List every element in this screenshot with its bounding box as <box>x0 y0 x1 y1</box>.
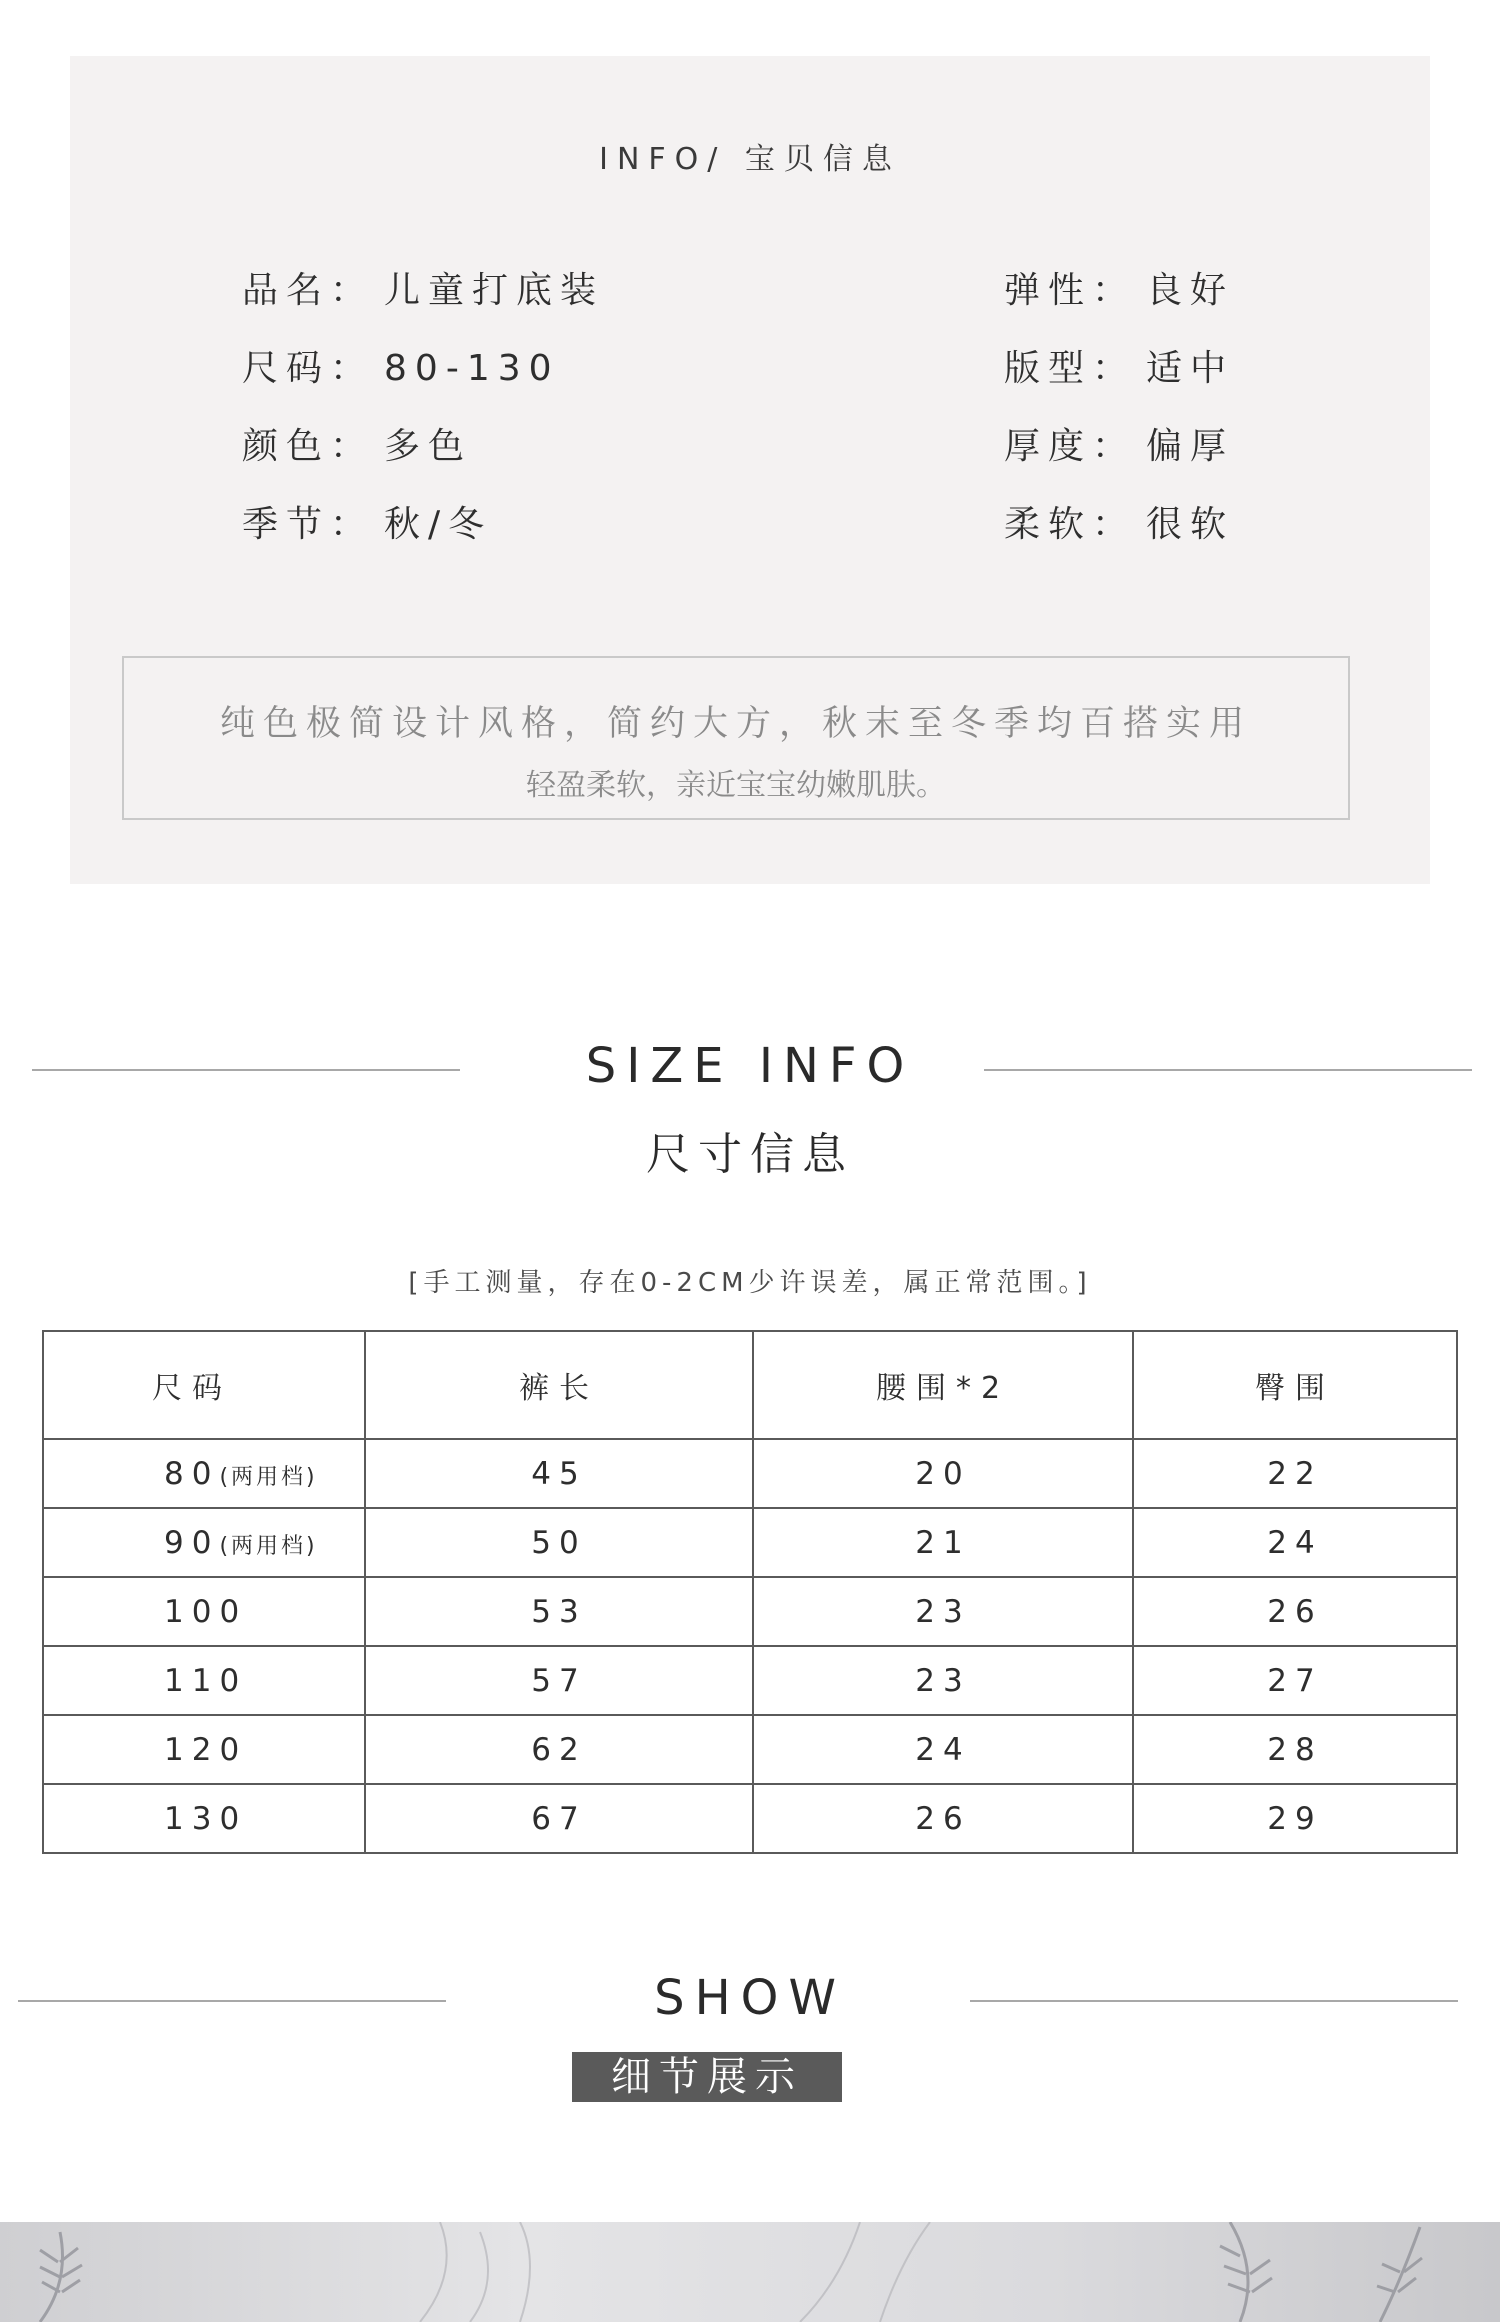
attr-row-softness <box>1004 496 1234 574</box>
description-line-2: 轻盈柔软，亲近宝宝幼嫩肌肤。 <box>526 768 946 803</box>
attr-row-fit <box>1004 340 1234 418</box>
measurement-note: [手工测量，存在0-2CM少许误差，属正常范围。] <box>408 1268 1092 1298</box>
attribute-column-right <box>1004 262 1234 574</box>
attr-value: 秋/冬 <box>384 504 493 545</box>
description-box <box>122 656 1350 820</box>
attr-value: 多色 <box>384 426 473 467</box>
header-hip: 臀围 <box>1133 1331 1457 1439</box>
attr-label: 尺码： <box>242 348 375 389</box>
cell-length: 57 <box>365 1646 753 1715</box>
cell-waist: 21 <box>753 1508 1133 1577</box>
table-row <box>43 1439 1457 1508</box>
attr-value: 良好 <box>1146 270 1235 311</box>
attr-label: 厚度： <box>1004 426 1137 467</box>
attr-label: 柔软： <box>1004 504 1137 545</box>
cell-length: 50 <box>365 1508 753 1577</box>
attr-value: 很软 <box>1146 504 1235 545</box>
size-info-title-cn: 尺寸信息 <box>646 1129 854 1180</box>
fabric-detail-image <box>0 2222 1500 2322</box>
attr-row-product-name <box>242 262 604 340</box>
cell-length: 62 <box>365 1715 753 1784</box>
cell-hip: 24 <box>1133 1508 1457 1577</box>
attr-label: 季节： <box>242 504 375 545</box>
size-info-title-en: SIZE INFO <box>585 1038 915 1094</box>
header-size: 尺码 <box>43 1331 365 1439</box>
cell-length: 67 <box>365 1784 753 1853</box>
table-row <box>43 1646 1457 1715</box>
attr-value: 适中 <box>1146 348 1235 389</box>
cell-waist: 24 <box>753 1715 1133 1784</box>
size-table <box>42 1330 1458 1854</box>
cell-waist: 23 <box>753 1577 1133 1646</box>
header-waist: 腰围*2 <box>753 1331 1133 1439</box>
cell-size <box>43 1784 365 1853</box>
attr-row-thickness <box>1004 418 1234 496</box>
attr-label: 弹性： <box>1004 270 1137 311</box>
cell-hip: 26 <box>1133 1577 1457 1646</box>
size-table-header-row <box>43 1331 1457 1439</box>
size-value: 130 <box>164 1800 248 1837</box>
cell-size <box>43 1508 365 1577</box>
attr-row-elasticity <box>1004 262 1234 340</box>
cell-waist: 26 <box>753 1784 1133 1853</box>
cell-size <box>43 1439 365 1508</box>
attr-label: 品名： <box>242 270 375 311</box>
show-title-en: SHOW <box>654 1970 846 2026</box>
detail-display-badge: 细节展示 <box>572 2052 842 2102</box>
cell-size <box>43 1646 365 1715</box>
header-length: 裤长 <box>365 1331 753 1439</box>
attr-row-color <box>242 418 604 496</box>
product-info-panel <box>70 56 1430 884</box>
size-suffix: (两用档) <box>219 1464 318 1490</box>
cell-length: 53 <box>365 1577 753 1646</box>
attr-row-size <box>242 340 604 418</box>
cell-hip: 22 <box>1133 1439 1457 1508</box>
size-value: 120 <box>164 1731 248 1768</box>
table-row <box>43 1508 1457 1577</box>
attr-label: 颜色： <box>242 426 375 467</box>
attribute-column-left <box>242 262 604 574</box>
attr-value: 80-130 <box>384 348 560 389</box>
cell-length: 45 <box>365 1439 753 1508</box>
table-row <box>43 1715 1457 1784</box>
size-value: 90 <box>164 1524 220 1561</box>
cell-hip: 28 <box>1133 1715 1457 1784</box>
attr-label: 版型： <box>1004 348 1137 389</box>
cell-size <box>43 1715 365 1784</box>
attr-value: 偏厚 <box>1146 426 1235 467</box>
cell-waist: 20 <box>753 1439 1133 1508</box>
size-value: 100 <box>164 1593 248 1630</box>
info-title: INFO/ 宝贝信息 <box>599 142 901 177</box>
attr-row-season <box>242 496 604 574</box>
cell-hip: 29 <box>1133 1784 1457 1853</box>
description-line-1: 纯色极简设计风格，简约大方，秋末至冬季均百搭实用 <box>219 704 1252 744</box>
size-value: 80 <box>164 1455 220 1492</box>
table-row <box>43 1784 1457 1853</box>
size-value: 110 <box>164 1662 248 1699</box>
cell-hip: 27 <box>1133 1646 1457 1715</box>
cell-waist: 23 <box>753 1646 1133 1715</box>
cell-size <box>43 1577 365 1646</box>
attr-value: 儿童打底装 <box>384 270 605 311</box>
size-suffix: (两用档) <box>219 1533 318 1559</box>
table-row <box>43 1577 1457 1646</box>
